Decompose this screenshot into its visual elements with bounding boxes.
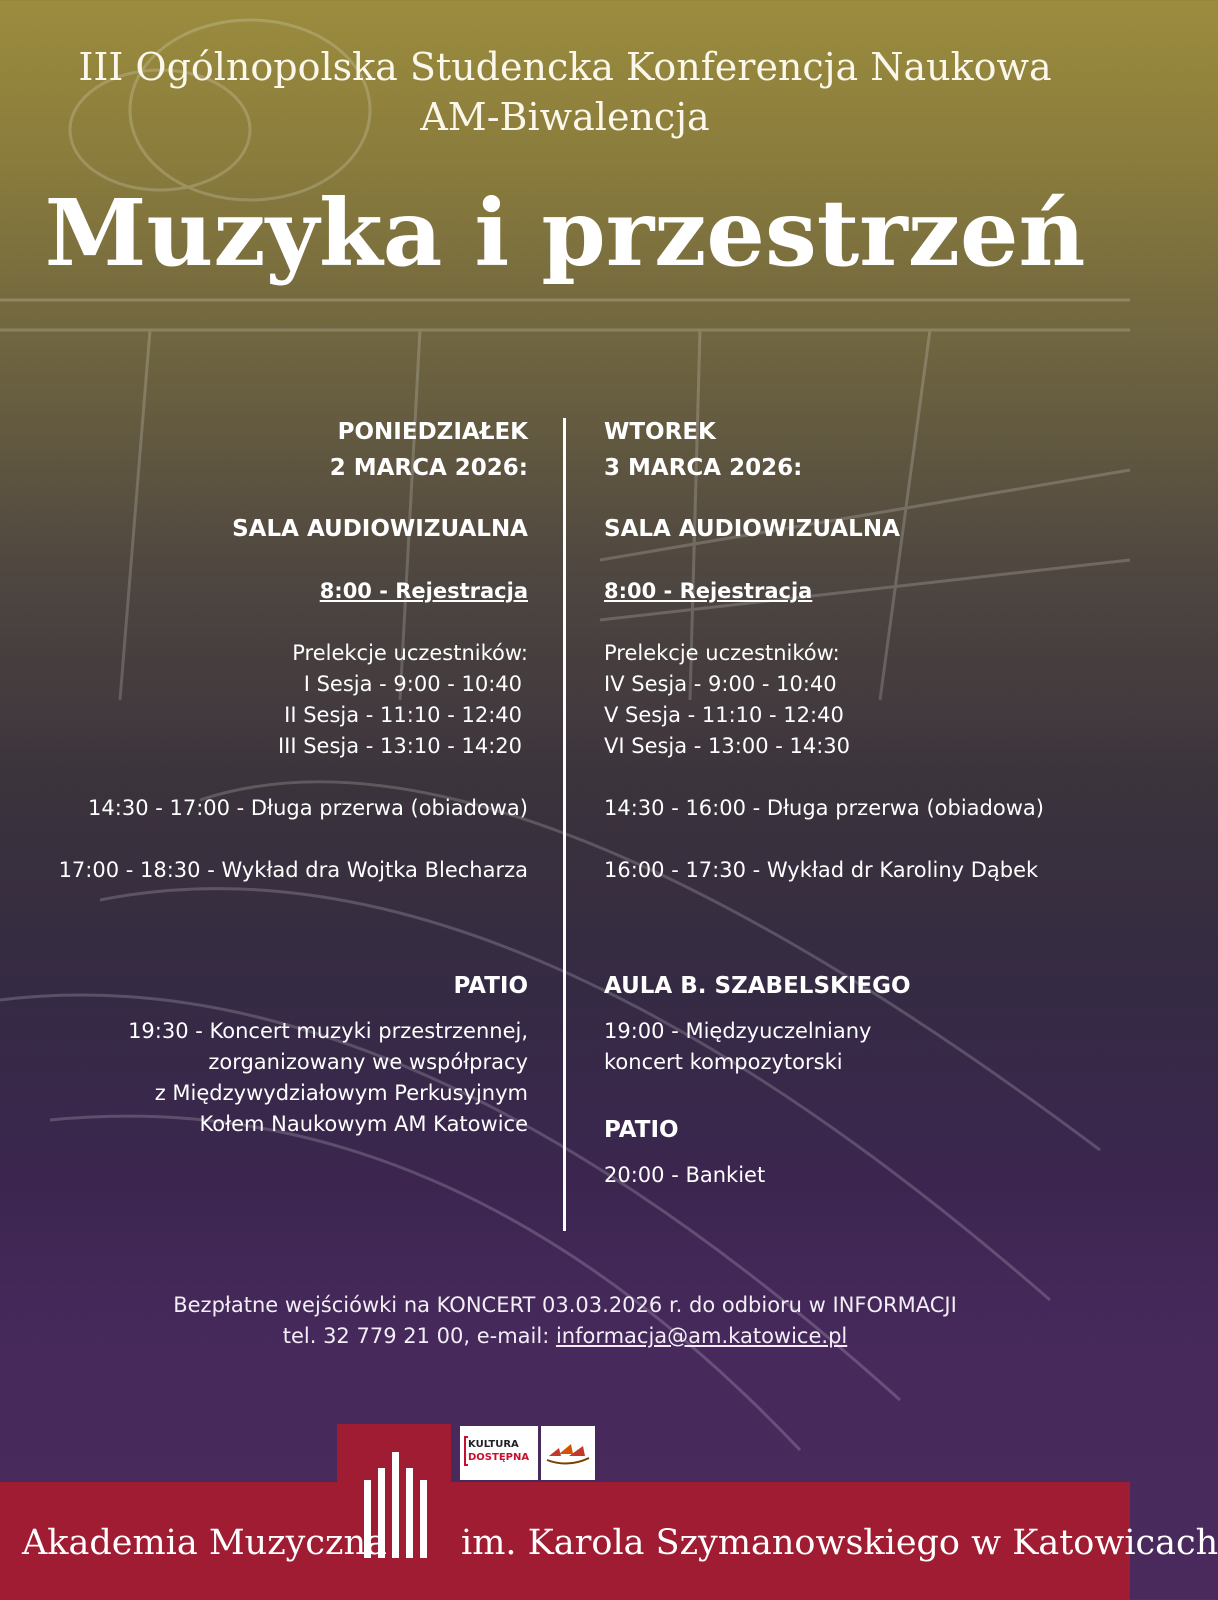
tuesday-lunch-break: 14:30 - 16:00 - Długa przerwa (obiadowa)	[604, 796, 1044, 820]
monday-concert-line-2: zorganizowany we współpracy	[208, 1050, 528, 1074]
tuesday-banquet: 20:00 - Bankiet	[604, 1163, 766, 1187]
ticket-info	[0, 1290, 1130, 1352]
partner-logo	[541, 1426, 595, 1480]
tuesday-schedule	[604, 414, 1124, 1191]
conference-subtitle	[0, 42, 1130, 142]
kultura-logo-line-1: KULTURA	[468, 1439, 519, 1450]
tuesday-session-5: V Sesja - 11:10 - 12:40	[604, 703, 844, 727]
monday-registration: 8:00 - Rejestracja	[319, 579, 528, 603]
birds-logo-icon	[541, 1426, 595, 1480]
page-title: Muzyka i przestrzeń	[44, 179, 1086, 287]
email-link[interactable]: informacja@am.katowice.pl	[555, 1324, 848, 1348]
monday-lecture: 17:00 - 18:30 - Wykład dra Wojtka Blecharza	[58, 858, 528, 882]
tuesday-date-label: 3 MARCA 2026:	[604, 455, 803, 481]
kultura-logo-line-2: DOSTĘPNA	[468, 1452, 530, 1463]
academy-name-left: Akademia Muzyczna	[22, 1523, 387, 1563]
monday-day-label: PONIEDZIAŁEK	[337, 419, 528, 445]
tuesday-venue: SALA AUDIOWIZUALNA	[604, 516, 900, 542]
column-divider	[563, 418, 566, 1231]
monday-venue: SALA AUDIOWIZUALNA	[232, 516, 528, 542]
monday-lunch-break: 14:30 - 17:00 - Długa przerwa (obiadowa)	[88, 796, 528, 820]
monday-date-label: 2 MARCA 2026:	[329, 455, 528, 481]
tuesday-day-label: WTOREK	[604, 419, 716, 445]
subtitle-line-2: AM-Biwalencja	[420, 95, 710, 139]
academy-name-right: im. Karola Szymanowskiego w Katowicach	[461, 1523, 1218, 1563]
tuesday-registration: 8:00 - Rejestracja	[604, 579, 813, 603]
monday-concert-line-3: z Międzywydziałowym Perkusyjnym	[154, 1081, 528, 1105]
ticket-info-line-1: Bezpłatne wejściówki na KONCERT 03.03.2026 r. do odbioru w INFORMACJI	[173, 1293, 957, 1317]
monday-concert-line-4: Kołem Naukowym AM Katowice	[199, 1112, 528, 1136]
tuesday-sessions-heading: Prelekcje uczestników:	[604, 641, 840, 665]
monday-schedule	[20, 414, 528, 1140]
tuesday-lecture: 16:00 - 17:30 - Wykład dr Karoliny Dąbek	[604, 858, 1039, 882]
contact-phone: tel. 32 779 21 00, e-mail:	[282, 1324, 556, 1348]
tuesday-session-6: VI Sesja - 13:00 - 14:30	[604, 734, 851, 758]
tuesday-concert-line-1: 19:00 - Międzyuczelniany	[604, 1019, 872, 1043]
monday-concert-line-1: 19:30 - Koncert muzyki przestrzennej,	[128, 1019, 528, 1043]
kultura-dostepna-logo	[460, 1426, 538, 1480]
tuesday-evening-venue: AULA B. SZABELSKIEGO	[604, 973, 911, 999]
subtitle-line-1: III Ogólnopolska Studencka Konferencja Naukowa	[78, 45, 1052, 89]
tuesday-concert-line-2: koncert kompozytorski	[604, 1050, 843, 1074]
monday-evening-venue: PATIO	[453, 973, 528, 999]
monday-sessions-heading: Prelekcje uczestników:	[292, 641, 528, 665]
monday-session-2: II Sesja - 11:10 - 12:40	[284, 703, 522, 727]
ticket-info-line-2	[0, 1321, 1130, 1352]
tuesday-late-venue: PATIO	[604, 1117, 679, 1143]
monday-session-3: III Sesja - 13:10 - 14:20	[277, 734, 522, 758]
tuesday-session-4: IV Sesja - 9:00 - 10:40	[604, 672, 837, 696]
monday-session-1: I Sesja - 9:00 - 10:40	[303, 672, 522, 696]
